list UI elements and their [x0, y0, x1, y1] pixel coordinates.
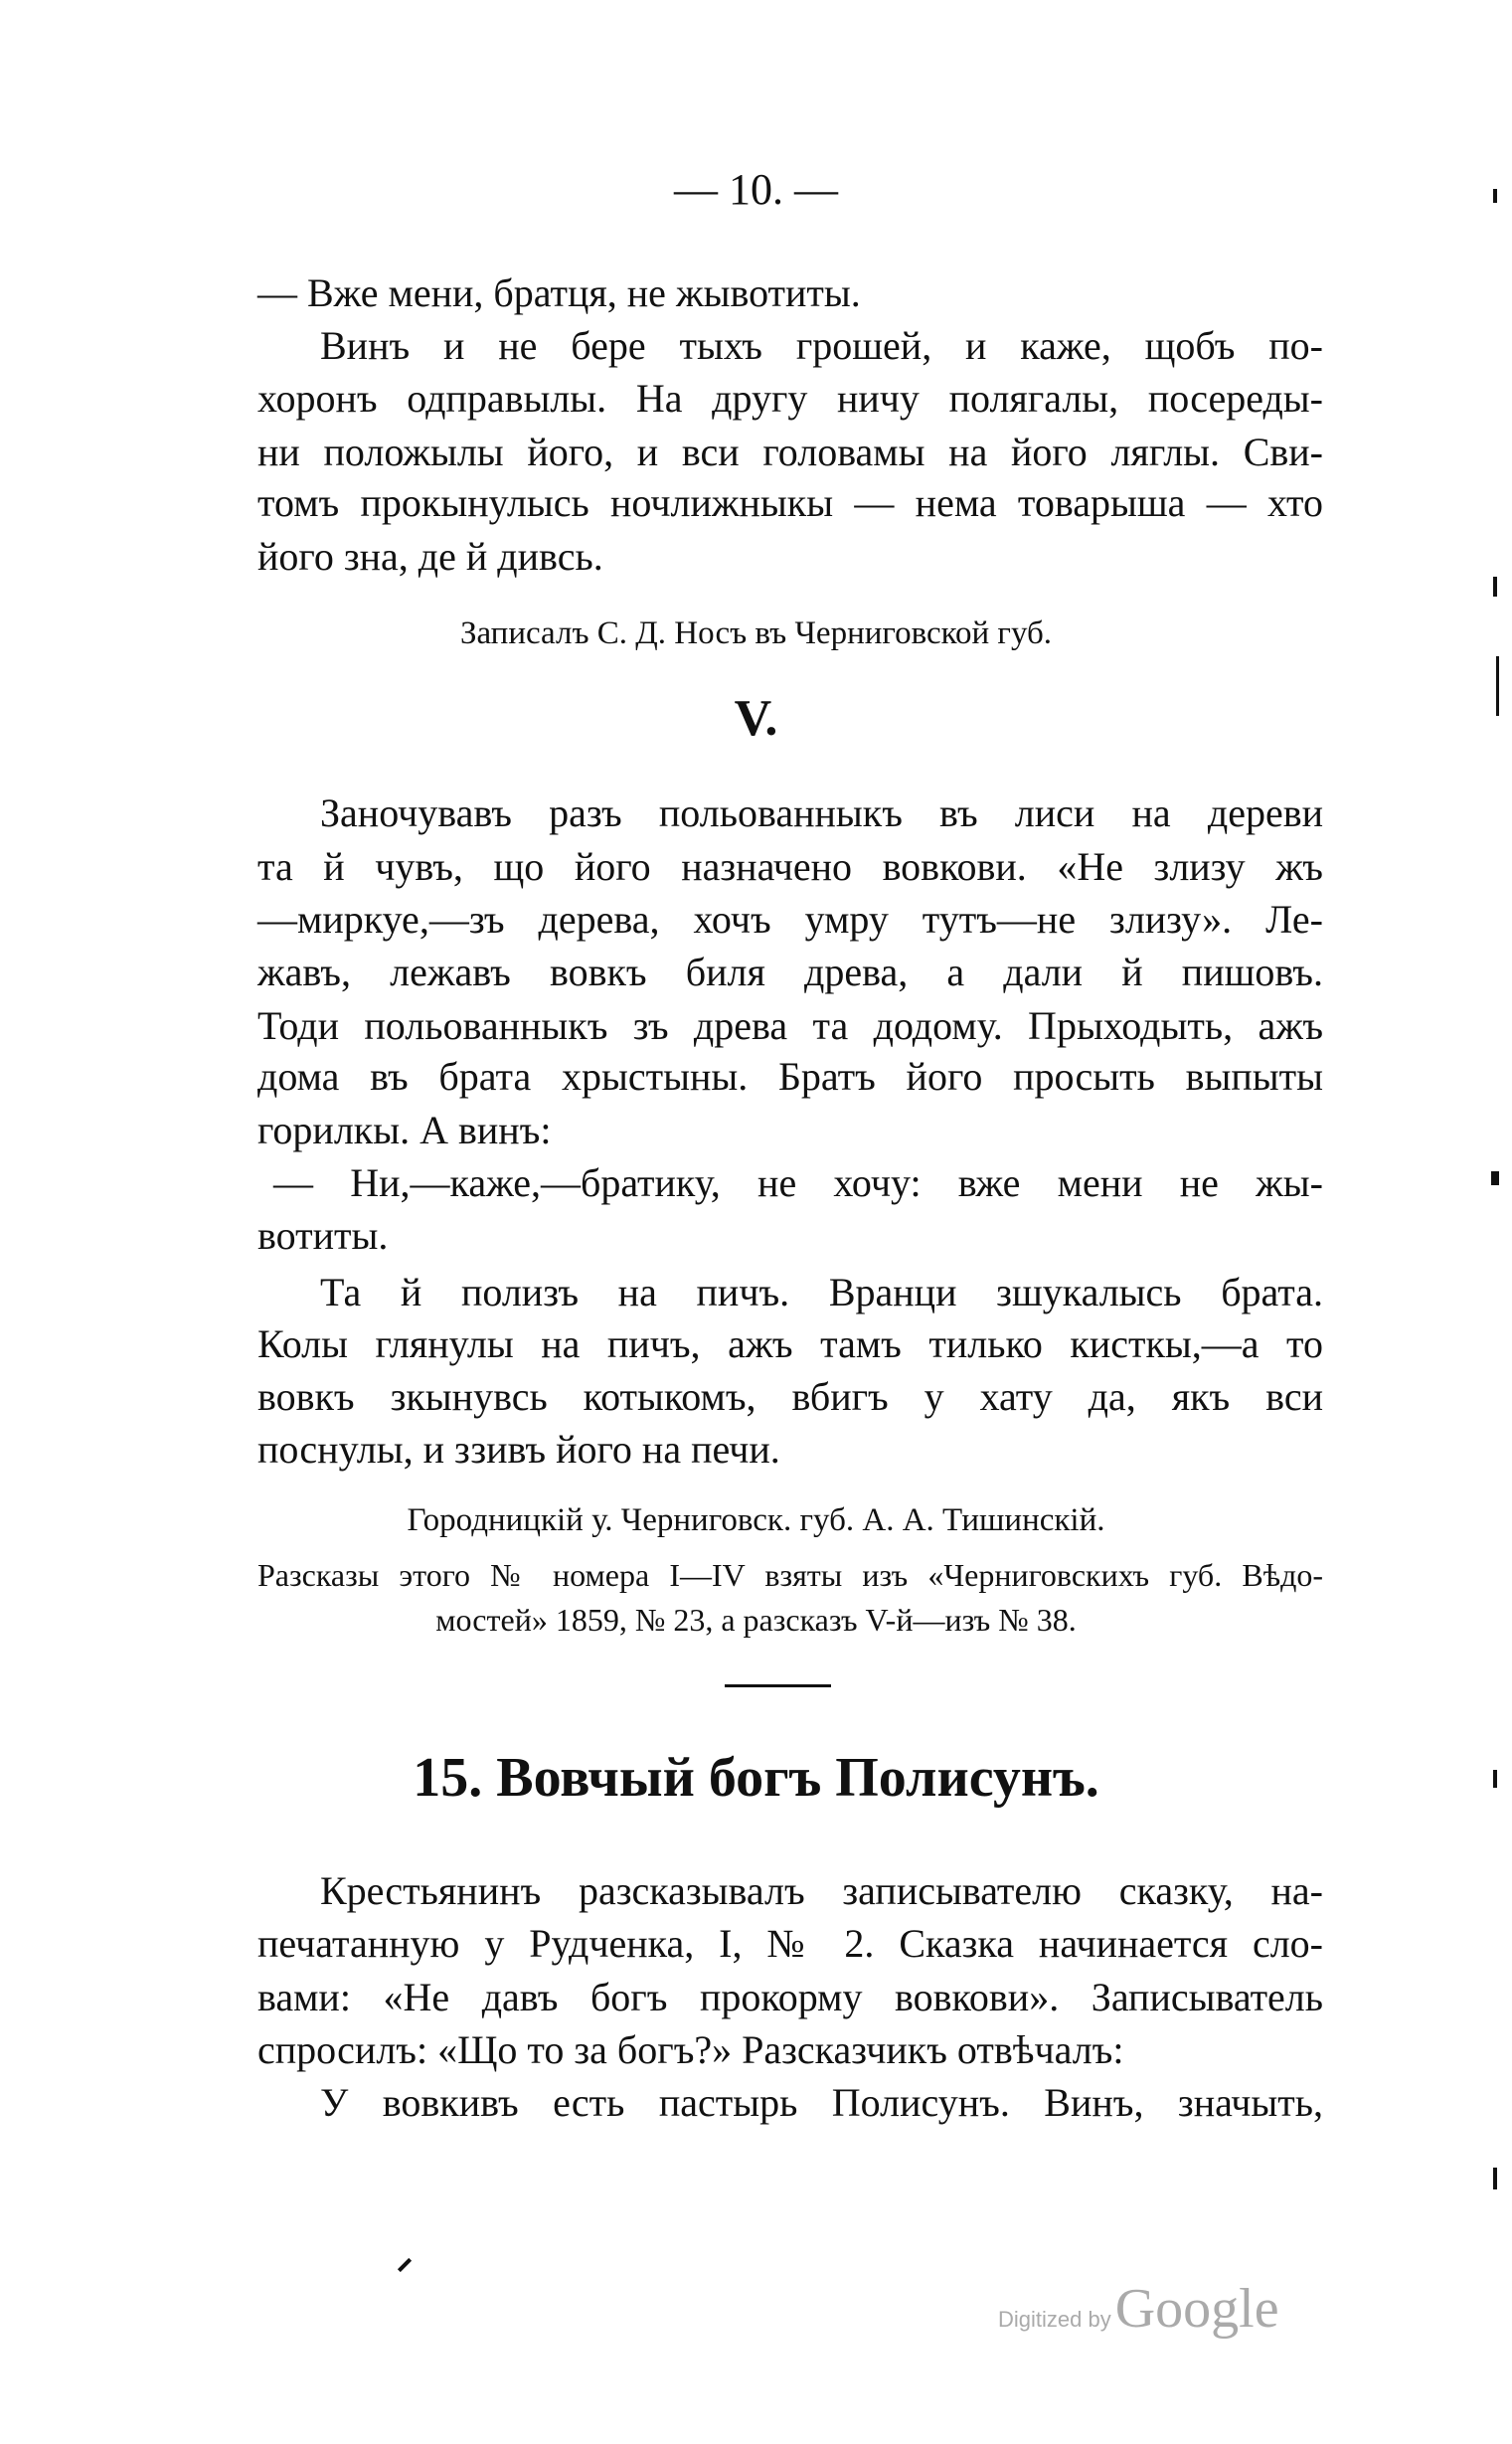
scan-speck [398, 2258, 412, 2272]
scan-edge-mark [1493, 2168, 1497, 2189]
text-line: Та й полизъ на пичъ. Вранци зшукалысь брата. [320, 1270, 1323, 1314]
scan-edge-mark [1496, 656, 1499, 716]
scan-edge-mark [1493, 189, 1497, 203]
text-line: —миркуе,—зъ дерева, хочъ умру тутъ—не злизу». Ле- [257, 897, 1323, 942]
text-line: Крестьянинъ разсказывалъ записывателю сказку, на- [320, 1868, 1323, 1913]
attribution: Записалъ С. Д. Носъ въ Черниговской губ. [459, 615, 1053, 651]
text-line: У вовкивъ есть пастырь Полисунъ. Винъ, значыть, [320, 2080, 1323, 2125]
text-line: ни положылы його, и вси головамы на його ляглы. Сви- [257, 430, 1323, 474]
attribution: Городницкій у. Черниговск. губ. А. А. Тишинскій. [407, 1502, 1105, 1538]
watermark-prefix: Digitized by [998, 2307, 1111, 2332]
text-line: вотиты. [257, 1213, 389, 1258]
section-heading: V. [734, 690, 778, 747]
text-line: хоронъ одправылы. На другу ничу полягалы, посереды- [257, 376, 1323, 421]
google-logo: Google [1114, 2278, 1279, 2340]
text-line: томъ прокынулысь ночлижныкы — нема товарыша — хто [257, 480, 1323, 525]
scan-edge-mark [1493, 1770, 1497, 1788]
page-number: — 10. — [674, 165, 838, 214]
text-line: вами: «Не давъ богъ прокорму вовкови». Записыватель [257, 1975, 1323, 2019]
digitized-watermark [998, 2277, 1279, 2341]
text-line: поснулы, и ззивъ його на печи. [257, 1427, 780, 1472]
text-line: Тоди польованныкъ зъ древа та додому. Прыходыть, ажъ [257, 1003, 1323, 1048]
footnote-line: Разсказы этого № номера I—IV взяты изъ «Черниговскихъ губ. Вѣдо- [257, 1557, 1323, 1593]
text-line: вовкъ зкынувсь котыкомъ, вбигъ у хату да, якъ вси [257, 1374, 1323, 1419]
scan-edge-mark [1493, 577, 1497, 597]
text-line: його зна, де й дивсь. [257, 534, 603, 579]
text-line: печатанную у Рудченка, I, № 2. Сказка начинается сло- [257, 1921, 1323, 1966]
text-line: Заночувавъ разъ польованныкъ въ лиси на дереви [320, 790, 1323, 835]
chapter-heading: 15. Вовчый богъ Полисунъ. [413, 1747, 1099, 1809]
text-line: спросилъ: «Що то за богъ?» Разсказчикъ отвѣчалъ: [257, 2027, 1124, 2072]
text-line: горилкы. А винъ: [257, 1108, 552, 1152]
text-line: — Вже мени, братця, не жывотиты. [257, 270, 861, 315]
text-line: Колы глянулы на пичъ, ажъ тамъ тилько кисткы,—а то [257, 1321, 1323, 1366]
footnote-line: мостей» 1859, № 23, а разсказъ V-й—изъ № 38. [435, 1602, 1077, 1638]
section-divider [725, 1684, 831, 1687]
text-line: — Ни,—каже,—братику, не хочу: вже мени не жы- [273, 1160, 1323, 1205]
scan-edge-mark [1491, 1171, 1499, 1185]
text-line: дома въ брата хрыстыны. Братъ його просыть выпыты [257, 1054, 1323, 1099]
text-line: жавъ, лежавъ вовкъ биля древа, а дали й пишовъ. [257, 950, 1323, 994]
text-line: та й чувъ, що його назначено вовкови. «Не злизу жъ [257, 844, 1323, 889]
text-line: Винъ и не бере тыхъ грошей, и каже, щобъ по- [320, 323, 1323, 368]
